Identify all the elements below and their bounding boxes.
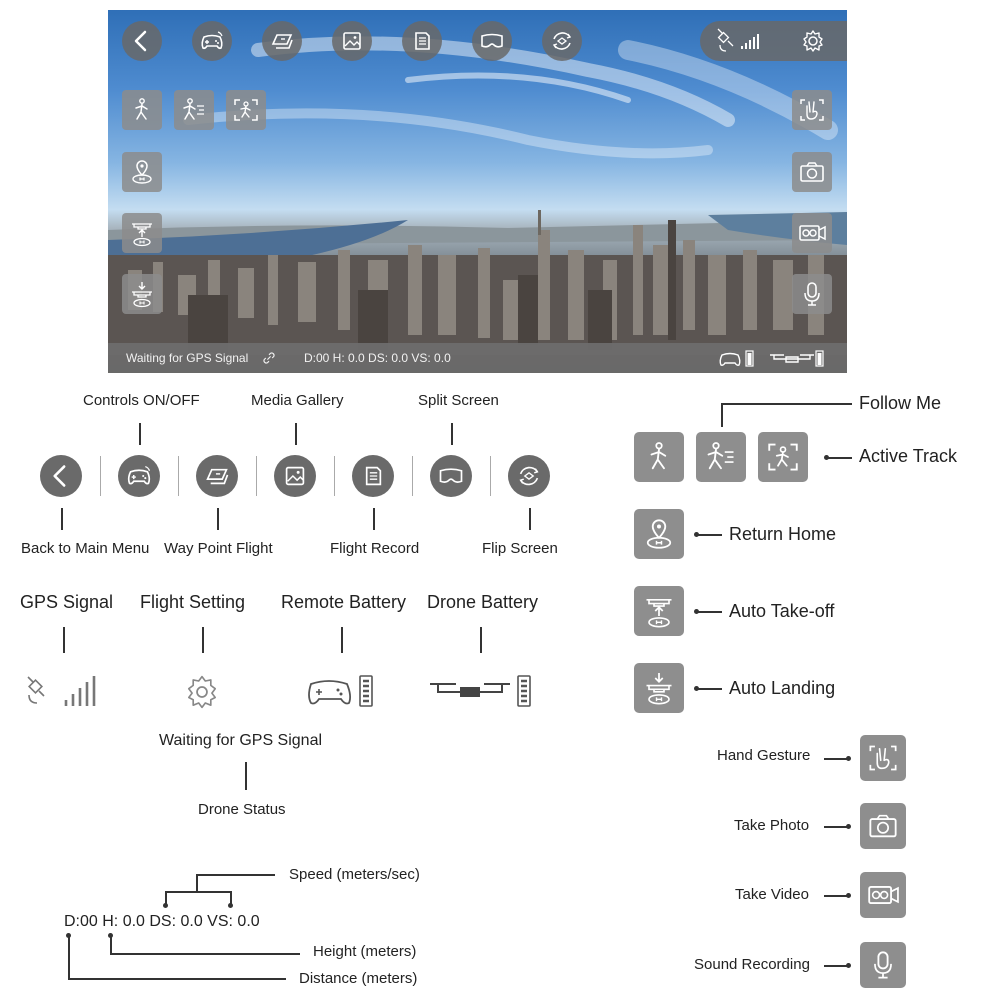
label-telemetry: D:00 H: 0.0 DS: 0.0 VS: 0.0 [64, 913, 260, 930]
sound-recording-button[interactable] [792, 274, 832, 314]
connector-line [824, 965, 848, 967]
label-back-to-main-menu: Back to Main Menu [21, 540, 150, 557]
label-sound-recording: Sound Recording [694, 956, 810, 973]
gps-satellite-icon [22, 670, 104, 714]
gallery-icon [274, 455, 316, 497]
back-button[interactable] [122, 21, 162, 61]
connector-line [61, 508, 63, 530]
follow-me-icon [122, 90, 162, 130]
connector-line [110, 953, 300, 955]
legend-active-track-button [758, 432, 808, 482]
vr-goggles-icon [472, 21, 512, 61]
connector-dot [163, 903, 168, 908]
gps-satellite-icon [712, 21, 772, 61]
legend-take-video-button [860, 872, 906, 918]
back-icon [122, 21, 162, 61]
legend-split-button [430, 455, 472, 497]
connector-line [824, 758, 848, 760]
back-icon [40, 455, 82, 497]
camera-icon [792, 152, 832, 192]
video-icon [792, 213, 832, 253]
gamepad-icon [192, 21, 232, 61]
active-track-button[interactable] [226, 90, 266, 130]
landing-icon [122, 274, 162, 314]
legend-waypoint-button [196, 455, 238, 497]
label-distance: Distance (meters) [299, 970, 418, 987]
label-media-gallery: Media Gallery [251, 392, 344, 409]
flip-icon [542, 21, 582, 61]
auto-landing-button[interactable] [122, 274, 162, 314]
legend-hand-gesture-button [860, 735, 906, 781]
remote-battery-icon [718, 347, 758, 369]
flip-icon [508, 455, 550, 497]
label-flight-record: Flight Record [330, 540, 420, 557]
divider [490, 456, 491, 496]
connector-line [139, 423, 141, 445]
connector-line [721, 403, 723, 427]
divider [178, 456, 179, 496]
label-auto-takeoff: Auto Take-off [729, 601, 835, 621]
legend-return-home-button [634, 509, 684, 559]
hand-gesture-icon [792, 90, 832, 130]
label-drone-status: Drone Status [198, 801, 286, 818]
legend-take-photo-button [860, 803, 906, 849]
connector-line [722, 403, 852, 405]
connector-line [68, 978, 286, 980]
status-bar [108, 343, 847, 373]
divider [334, 456, 335, 496]
connector-line [480, 627, 482, 653]
connector-line [696, 611, 722, 613]
take-video-button[interactable] [792, 213, 832, 253]
label-auto-landing: Auto Landing [729, 678, 836, 698]
label-take-photo: Take Photo [734, 817, 810, 834]
label-waiting-gps: Waiting for GPS Signal [159, 732, 323, 749]
label-follow-me: Follow Me [859, 393, 942, 413]
drone-camera-screen [108, 10, 847, 373]
label-take-video: Take Video [735, 886, 809, 903]
label-flight-setting: Flight Setting [140, 592, 246, 612]
connector-line [196, 874, 198, 892]
gear-icon[interactable] [793, 21, 833, 61]
return-home-icon [122, 152, 162, 192]
label-remote-battery: Remote Battery [281, 592, 407, 612]
hand-gesture-icon [860, 735, 906, 781]
legend-back-button [40, 455, 82, 497]
gallery-icon [332, 21, 372, 61]
label-way-point-flight: Way Point Flight [164, 540, 273, 557]
auto-takeoff-button[interactable] [122, 213, 162, 253]
takeoff-icon [122, 213, 162, 253]
connector-line [824, 826, 848, 828]
legend-sound-recording-button [860, 942, 906, 988]
waypoint-icon [196, 455, 238, 497]
connector-dot [846, 893, 851, 898]
drone-battery-icon [768, 347, 828, 369]
follow-me-list-icon [174, 90, 214, 130]
connector-line [826, 457, 852, 459]
divider [100, 456, 101, 496]
gps-status-text: Waiting for GPS Signal [126, 351, 249, 365]
label-height: Height (meters) [313, 943, 417, 960]
connector-line [63, 627, 65, 653]
label-controls-on-off: Controls ON/OFF [83, 392, 200, 409]
microphone-icon [792, 274, 832, 314]
drone-battery-icon [428, 670, 536, 714]
waypoint-icon [262, 21, 302, 61]
connector-line [110, 936, 112, 954]
controls-toggle-button[interactable] [192, 21, 232, 61]
legend-follow-me-button [634, 432, 684, 482]
connector-line [197, 874, 275, 876]
label-flip-screen: Flip Screen [482, 540, 558, 557]
record-icon [352, 455, 394, 497]
connector-dot [846, 963, 851, 968]
gps-status-pill [700, 21, 847, 61]
connector-dot [846, 756, 851, 761]
waypoint-flight-button[interactable] [262, 21, 302, 61]
legend-auto-landing-button [634, 663, 684, 713]
takeoff-icon [634, 586, 684, 636]
label-active-track: Active Track [859, 446, 958, 466]
legend-flip-button [508, 455, 550, 497]
divider [412, 456, 413, 496]
connector-line [245, 762, 247, 790]
label-drone-battery: Drone Battery [427, 592, 539, 612]
microphone-icon [860, 942, 906, 988]
connector-line [696, 688, 722, 690]
connector-line [451, 423, 453, 445]
legend-follow-me-list-button [696, 432, 746, 482]
city-skyline [108, 200, 847, 355]
label-hand-gesture: Hand Gesture [717, 747, 811, 764]
connector-line [217, 508, 219, 530]
label-return-home: Return Home [729, 524, 837, 544]
connector-dot [228, 903, 233, 908]
label-split-screen: Split Screen [418, 392, 499, 409]
media-gallery-button[interactable] [332, 21, 372, 61]
gear-icon [180, 670, 224, 714]
flight-record-button[interactable] [402, 21, 442, 61]
connector-line [341, 627, 343, 653]
connector-line [202, 627, 204, 653]
connector-line [824, 895, 848, 897]
connector-dot [846, 824, 851, 829]
vr-goggles-icon [430, 455, 472, 497]
return-home-icon [634, 509, 684, 559]
active-track-icon [226, 90, 266, 130]
legend-auto-takeoff-button [634, 586, 684, 636]
follow-me-list-icon [696, 432, 746, 482]
connector-line [696, 534, 722, 536]
flip-screen-button[interactable] [542, 21, 582, 61]
label-speed: Speed (meters/sec) [289, 866, 420, 883]
take-photo-button[interactable] [792, 152, 832, 192]
video-icon [860, 872, 906, 918]
follow-me-icon [634, 432, 684, 482]
divider [256, 456, 257, 496]
record-icon [402, 21, 442, 61]
legend-record-button [352, 455, 394, 497]
label-gps-signal: GPS Signal [20, 592, 114, 612]
follow-me-button[interactable] [122, 90, 162, 130]
legend-controls-button [118, 455, 160, 497]
follow-me-list-button[interactable] [174, 90, 214, 130]
connector-line [373, 508, 375, 530]
connector-line [295, 423, 297, 445]
return-home-button[interactable] [122, 152, 162, 192]
split-screen-button[interactable] [472, 21, 512, 61]
legend-gallery-button [274, 455, 316, 497]
connector-line [529, 508, 531, 530]
telemetry-text: D:00 H: 0.0 DS: 0.0 VS: 0.0 [304, 351, 451, 365]
link-icon [261, 350, 277, 366]
landing-icon [634, 663, 684, 713]
connector-line [165, 891, 231, 893]
remote-battery-icon [305, 670, 377, 714]
gamepad-icon [118, 455, 160, 497]
connector-line [68, 936, 70, 979]
camera-icon [860, 803, 906, 849]
active-track-icon [758, 432, 808, 482]
hand-gesture-button[interactable] [792, 90, 832, 130]
